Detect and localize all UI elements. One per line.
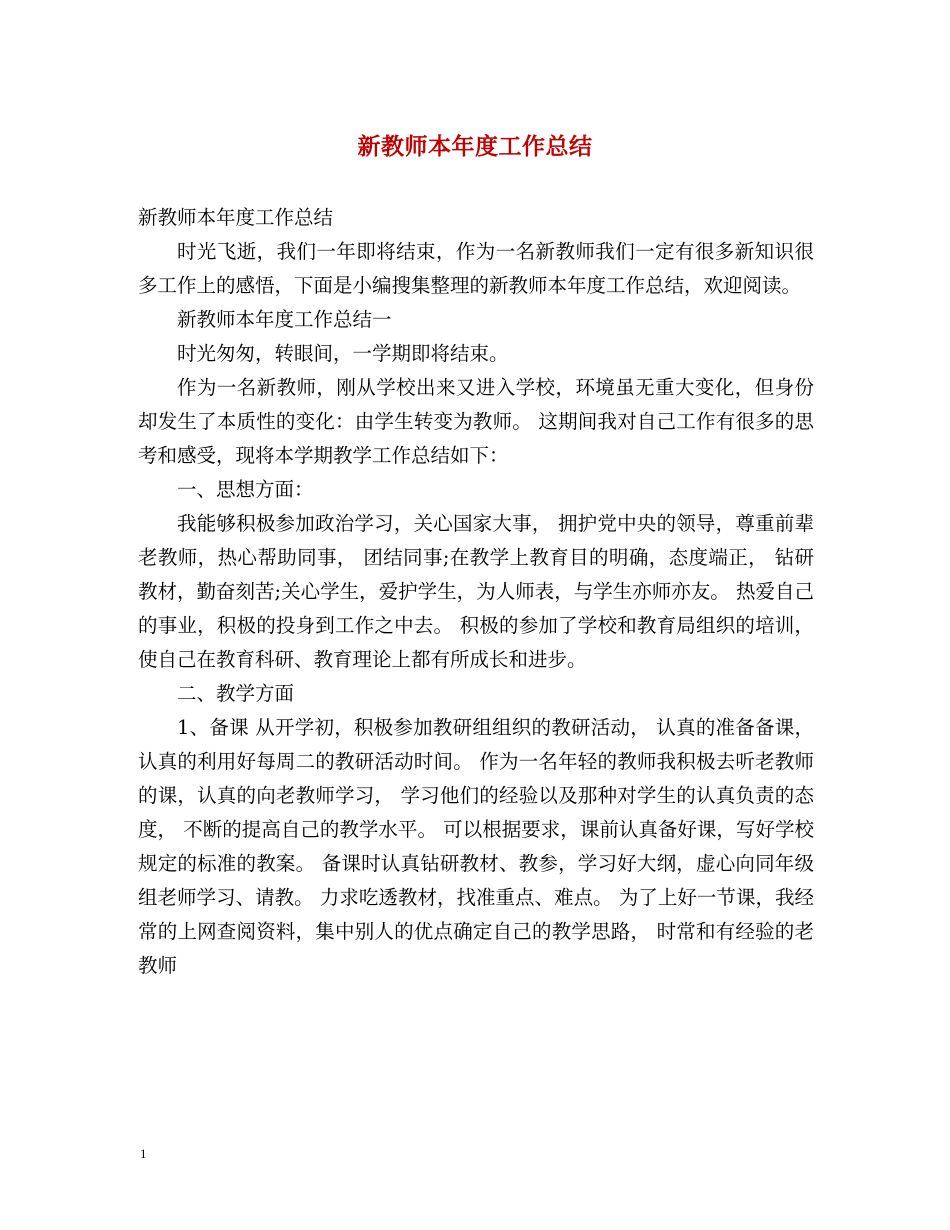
paragraph: 新教师本年度工作总结 <box>138 206 334 229</box>
document-title: 新教师本年度工作总结 <box>357 133 593 160</box>
paragraph: 时光飞逝，我们一年即将结束，作为一名新教师我们一定有很多新知识很多工作上的感悟，下面是小编搜集整理的新教师本年度工作总结，欢迎阅读。 <box>138 240 814 297</box>
paragraph: 一、思想方面： <box>177 478 314 501</box>
paragraph: 作为一名新教师，刚从学校出来又进入学校，环境虽无重大变化，但身份却发生了本质性的变化：由学生转变为教师。 这期间我对自己工作有很多的思考和感受，现将本学期教学工作总结如下： <box>138 376 814 467</box>
paragraph: 二、教学方面 <box>177 682 295 705</box>
paragraph: 1、备课 从开学初，积极参加教研组组织的教研活动， 认真的准备备课，认真的利用好每周二的教研活动时间。 作为一名年轻的教师我积极去听老教师的课，认真的向老教师学习， 学习他们的经验以及那种对学生的认真负责的态度， 不断的提高自己的教学水平。 可以根据要求，课前认真备好课，写好学校规定的标准的教案。 备课时认真钻研教材、教参，学习好大纲，虚心向同年级组老师学习、请教。 力求吃透教材，找准重点、难点。 为了上好一节课，我经常的上网查阅资料，集中别人的优点确定自己的教学思路， 时常和有经验的老教师 <box>138 716 814 977</box>
paragraph: 我能够积极参加政治学习，关心国家大事， 拥护党中央的领导，尊重前辈老教师，热心帮助同事， 团结同事;在教学上教育目的明确，态度端正， 钻研教材，勤奋刻苦;关心学生，爱护学生，为人师表，与学生亦师亦友。 热爱自己的事业，积极的投身到工作之中去。 积极的参加了学校和教育局组织的培训，使自己在教育科研、教育理论上都有所成长和进步。 <box>138 512 814 671</box>
page-number: 1 <box>140 1146 147 1161</box>
paragraph: 新教师本年度工作总结一 <box>177 308 392 331</box>
paragraph: 时光匆匆，转眼间，一学期即将结束。 <box>177 342 509 365</box>
document-body <box>138 201 814 983</box>
